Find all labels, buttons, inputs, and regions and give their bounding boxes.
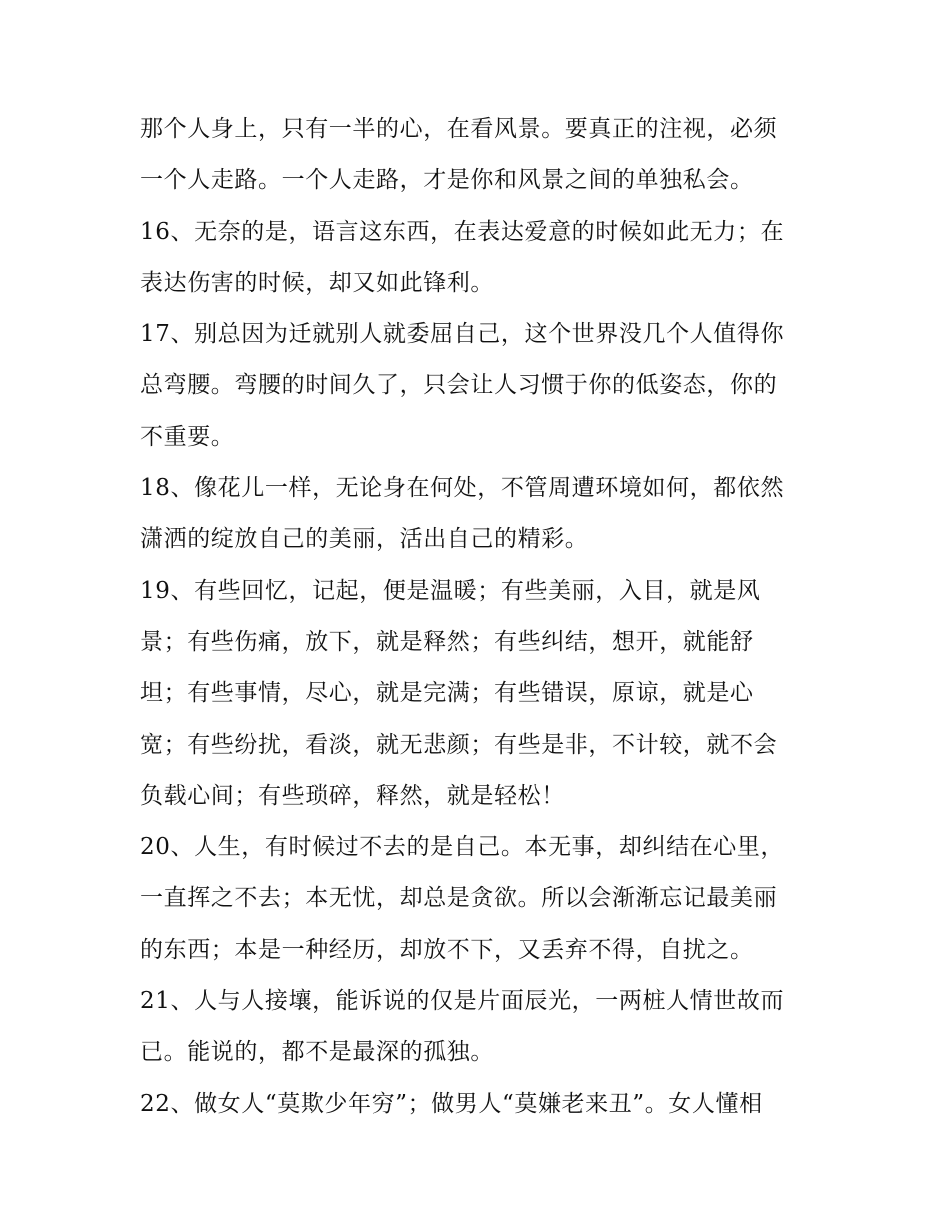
text-line: 坦；有些事情，尽心，就是完满；有些错误，原谅，就是心 bbox=[140, 680, 754, 707]
text-line: 那个人身上，只有一半的心，在看风景。要真正的注视，必须 bbox=[140, 116, 778, 142]
text-line: 20、人生，有时候过不去的是自己。本无事，却纠结在心里， bbox=[140, 834, 785, 861]
text-line: 不重要。 bbox=[140, 423, 235, 450]
text-line: 17、别总因为迁就别人就委屈自己，这个世界没几个人值得你 bbox=[140, 321, 785, 348]
text-line: 已。能说的，都不是最深的孤独。 bbox=[140, 1039, 494, 1066]
text-line: 一直挥之不去；本无忧，却总是贪欲。所以会渐渐忘记最美丽 bbox=[140, 885, 778, 912]
text-line: 19、有些回忆，记起，便是温暖；有些美丽，入目，就是风 bbox=[140, 577, 761, 604]
text-line: 的东西；本是一种经历，却放不下，又丢弃不得，自扰之。 bbox=[140, 936, 754, 963]
text-line: 16、无奈的是，语言这东西，在表达爱意的时候如此无力；在 bbox=[140, 218, 785, 245]
text-line: 21、人与人接壤，能诉说的仅是片面辰光，一两桩人情世故而 bbox=[140, 988, 785, 1015]
text-line: 一个人走路。一个人走路，才是你和风景之间的单独私会。 bbox=[140, 167, 754, 194]
text-line: 潇洒的绽放自己的美丽，活出自己的精彩。 bbox=[140, 526, 589, 553]
text-line: 表达伤害的时候，却又如此锋利。 bbox=[140, 269, 494, 296]
text-line: 18、像花儿一样，无论身在何处，不管周遭环境如何，都依然 bbox=[140, 475, 785, 502]
text-line: 22、做女人“莫欺少年穷”；做男人“莫嫌老来丑”。女人懂相 bbox=[140, 1090, 763, 1117]
text-line: 总弯腰。弯腰的时间久了，只会让人习惯于你的低姿态，你的 bbox=[140, 372, 778, 399]
text-line: 宽；有些纷扰，看淡，就无悲颜；有些是非，不计较，就不会 bbox=[140, 731, 778, 758]
text-line: 景；有些伤痛，放下，就是释然；有些纠结，想开，就能舒 bbox=[140, 628, 754, 655]
body-text bbox=[140, 104, 830, 1130]
text-line: 负载心间；有些琐碎，释然，就是轻松！ bbox=[140, 782, 565, 809]
